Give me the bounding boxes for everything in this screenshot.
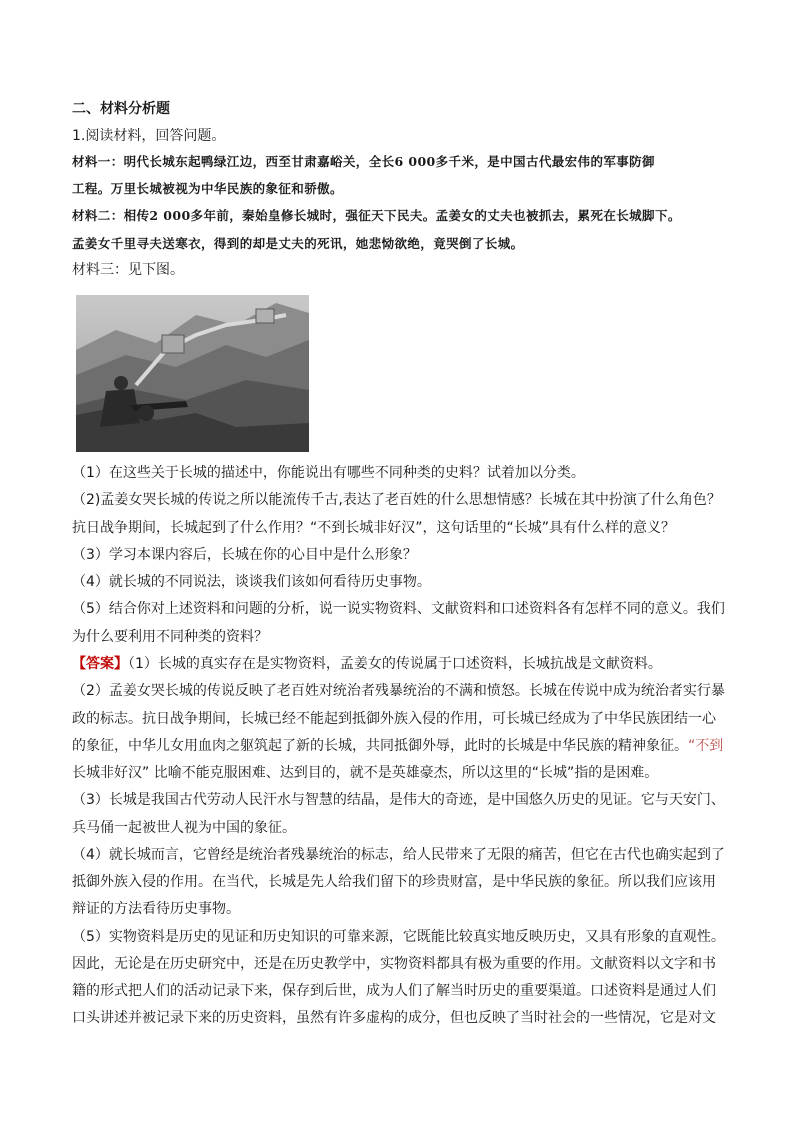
question-3: （3）学习本课内容后，长城在你的心目中是什么形象？ [72, 547, 417, 563]
material2-line1: 材料二：相传2 000多年前，秦始皇修长城时，强征天下民夫。孟姜女的丈夫也被抓去，累死在长城脚下。 [72, 208, 681, 223]
question-1: （1）在这些关于长城的描述中，你能说出有哪些不同种类的史料？试着加以分类。 [72, 465, 585, 481]
question-5-line1: （5）结合你对上述资料和问题的分析，说一说实物资料、文献资料和口述资料各有怎样不同的意义。我们 [72, 601, 725, 617]
answer-4-line1: （4）就长城而言，它曾经是统治者残暴统治的标志，给人民带来了无限的痛苦，但它在古代也确实起到了 [72, 847, 725, 863]
answer-4-line2: 抵御外族入侵的作用。在当代，长城是先人给我们留下的珍贵财富，是中华民族的象征。所以我们应该用 [72, 874, 716, 890]
answer-2-quote-start: “不到 [688, 738, 724, 754]
material2-line2: 孟姜女千里寻夫送寒衣，得到的却是丈夫的死讯，她悲恸欲绝，竟哭倒了长城。 [72, 236, 524, 251]
answer-4-line3: 辩证的方法看待历史事物。 [72, 901, 240, 917]
answer-2-line2: 政的标志。抗日战争期间，长城已经不能起到抵御外族入侵的作用，可长城已经成为了中华民族团结一心 [72, 711, 716, 727]
answer-5-line2: 因此，无论是在历史研究中，还是在历史教学中，实物资料都具有极为重要的作用。文献资料以文字和书 [72, 956, 716, 972]
answer-5-line3: 籍的形式把人们的活动记录下来，保存到后世，成为人们了解当时历史的重要渠道。口述资料是通过人们 [72, 983, 716, 999]
question-2-line2: 抗日战争期间，长城起到了什么作用？“不到长城非好汉”，这句话里的“长城”具有什么样的意义？ [72, 520, 676, 536]
great-wall-photo [76, 295, 309, 452]
question-4: （4）就长城的不同说法，谈谈我们该如何看待历史事物。 [72, 574, 431, 590]
great-wall-photo-image [76, 295, 309, 452]
answer-2-line4-text: 比喻不能克服困难、达到目的，就不是英雄豪杰，所以这里的“长城”指的是困难。 [153, 765, 659, 781]
section-title: 二、材料分析题 [72, 101, 170, 117]
answer-5-line1: （5）实物资料是历史的见证和历史知识的可靠来源，它既能比较真实地反映历史，又具有形象的直观性。 [72, 929, 725, 945]
answer-line-1 [72, 654, 662, 674]
answer-2-line3-text: 的象征，中华儿女用血肉之躯筑起了新的长城，共同抵御外辱，此时的长城是中华民族的精神象征。 [72, 738, 688, 754]
answer-2-line1: （2）孟姜女哭长城的传说反映了老百姓对统治者残暴统治的不满和愤怒。长城在传说中成为统治者实行暴 [72, 683, 725, 699]
question-5-line2: 为什么要利用不同种类的资料？ [72, 629, 268, 645]
question-intro: 1.阅读材料，回答问题。 [72, 128, 226, 144]
answer-2-line3 [72, 736, 723, 756]
answer-2-quote-end: 长城非好汉” [72, 765, 150, 781]
question-2-line1: （2)孟姜女哭长城的传说之所以能流传千古,表达了老百姓的什么思想情感？长城在其中扮演了什么角色？ [72, 492, 721, 508]
answer-2-line4 [72, 763, 658, 783]
answer-label: 【答案】 [72, 656, 128, 672]
answer-3-line2: 兵马俑一起被世人视为中国的象征。 [72, 820, 296, 836]
material1-line2: 工程。万里长城被视为中华民族的象征和骄傲。 [72, 181, 343, 196]
answer-1-text: （1）长城的真实存在是实物资料，孟姜女的传说属于口述资料，长城抗战是文献资料。 [128, 656, 662, 672]
material1-line1: 材料一：明代长城东起鸭绿江边，西至甘肃嘉峪关，全长6 000多千米，是中国古代最宏伟的军事防御 [72, 154, 655, 169]
answer-5-line4: 口头讲述并被记录下来的历史资料，虽然有许多虚构的成分，但也反映了当时社会的一些情况，它是对文 [72, 1010, 716, 1026]
answer-3-line1: （3）长城是我国古代劳动人民汗水与智慧的结晶，是伟大的奇迹，是中国悠久历史的见证。它与天安门、 [72, 792, 725, 808]
material3-label: 材料三：见下图。 [72, 262, 184, 278]
